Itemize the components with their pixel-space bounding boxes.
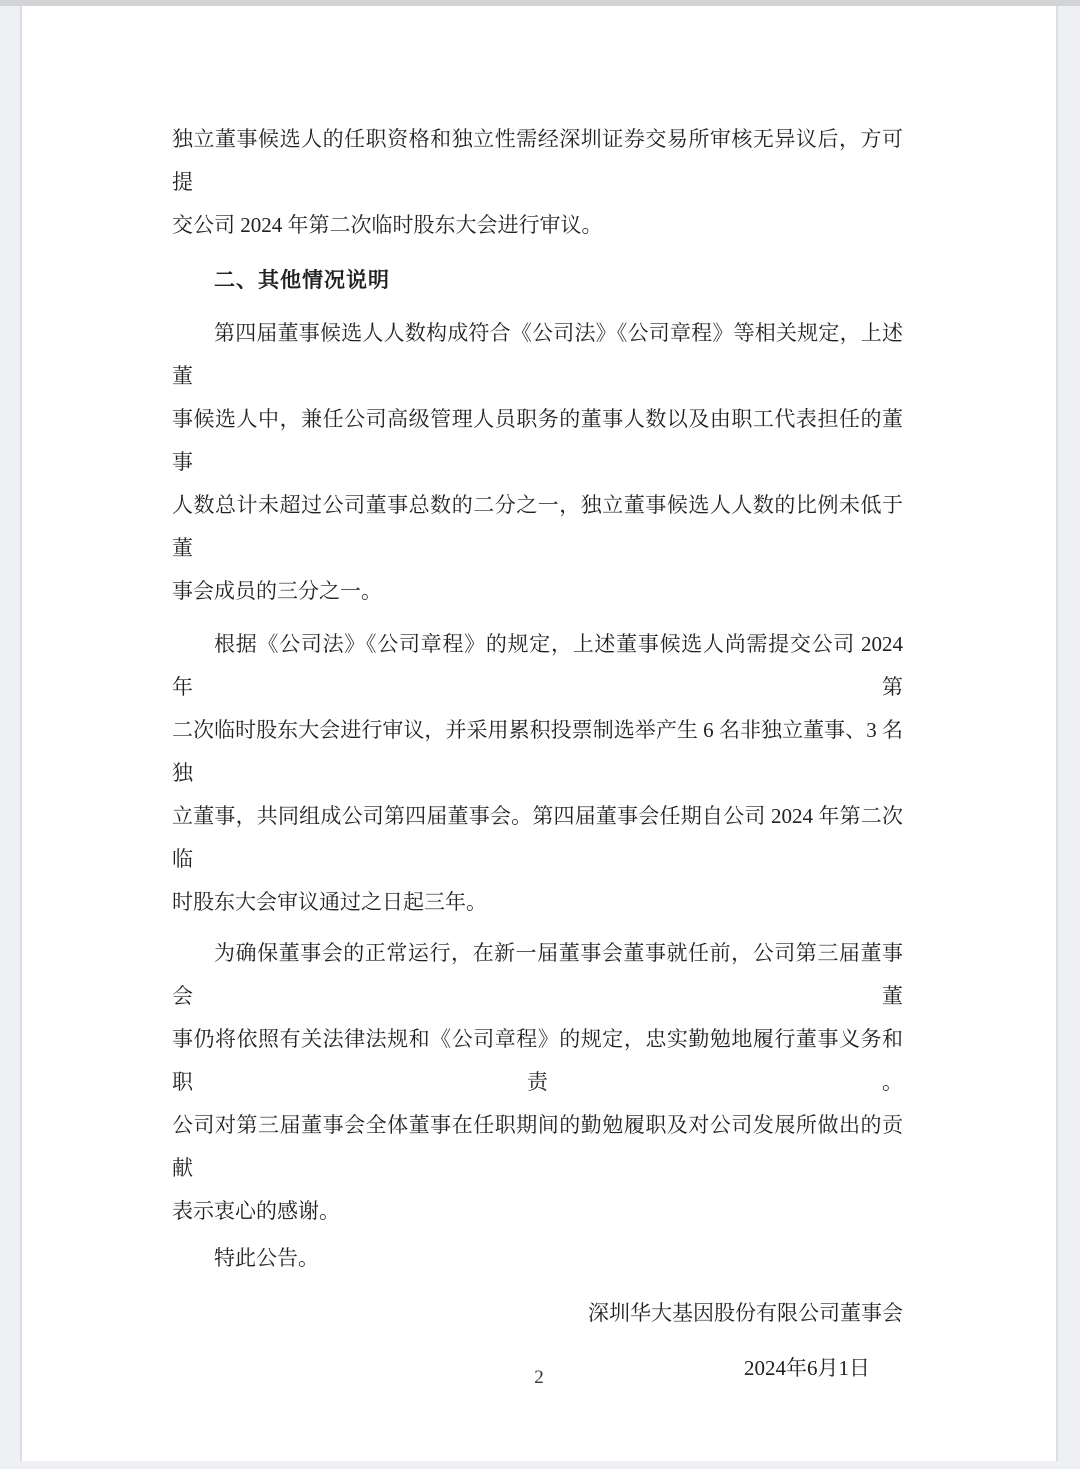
announcement-date: 2024年6月1日: [744, 1356, 870, 1380]
text-line: 事候选人中，兼任公司高级管理人员职务的董事人数以及由职工代表担任的董事: [172, 407, 903, 474]
text-line: 第四届董事候选人人数构成符合《公司法》《公司章程》等相关规定，上述董: [172, 321, 903, 388]
closing-statement: 特此公告。: [214, 1246, 319, 1270]
text-line: 根据《公司法》《公司章程》的规定，上述董事候选人尚需提交公司 2024 年第: [172, 632, 903, 699]
text-line: 立董事，共同组成公司第四届董事会。第四届董事会任期自公司 2024 年第二次临: [172, 804, 903, 871]
text-line: 为确保董事会的正常运行，在新一届董事会董事就任前，公司第三届董事会董: [172, 941, 903, 1008]
document-page: [20, 6, 1058, 1461]
text-line: 事仍将依照有关法律法规和《公司章程》的规定，忠实勤勉地履行董事义务和职责。: [172, 1027, 903, 1094]
text-line: 二次临时股东大会进行审议，并采用累积投票制选举产生 6 名非独立董事、3 名独: [172, 718, 903, 785]
paragraph-2: [172, 623, 903, 924]
paragraph-3: [172, 932, 903, 1233]
text-line: 交公司 2024 年第二次临时股东大会进行审议。: [172, 213, 603, 237]
document-content: [22, 6, 1056, 1390]
section-heading: 二、其他情况说明: [214, 268, 390, 292]
page-number: 2: [534, 1367, 544, 1388]
signature-company-board: 深圳华大基因股份有限公司董事会: [588, 1301, 903, 1325]
text-line: 时股东大会审议通过之日起三年。: [172, 890, 487, 914]
text-line: 事会成员的三分之一。: [172, 579, 382, 603]
paragraph-1: [172, 312, 903, 613]
text-line: 公司对第三届董事会全体董事在任职期间的勤勉履职及对公司发展所做出的贡献: [172, 1113, 903, 1180]
text-line: 独立董事候选人的任职资格和独立性需经深圳证券交易所审核无异议后，方可提: [172, 127, 903, 194]
text-line: 表示衷心的感谢。: [172, 1199, 340, 1223]
text-line: 人数总计未超过公司董事总数的二分之一，独立董事候选人人数的比例未低于董: [172, 493, 903, 560]
paragraph-continuation: [172, 118, 903, 247]
